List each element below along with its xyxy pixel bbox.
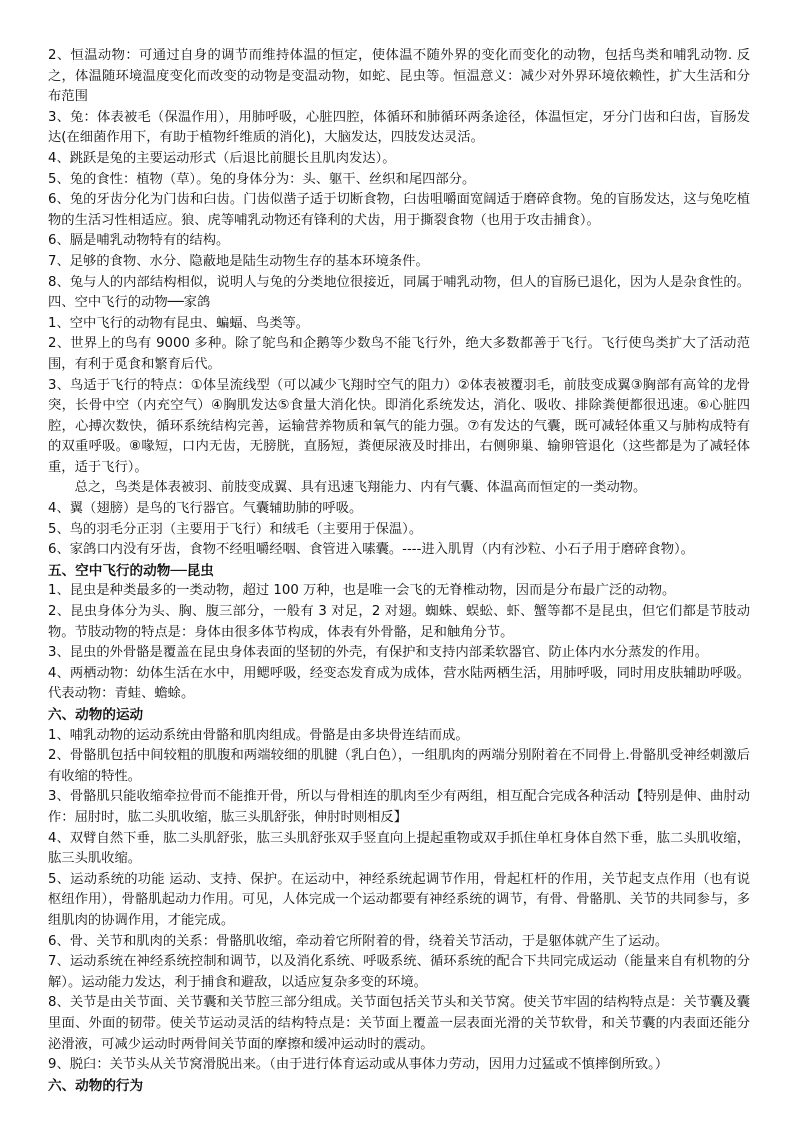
para-3-exoskeleton: 3、昆虫的外骨骼是覆盖在昆虫身体表面的坚韧的外壳，有保护和支持内部柔软器官、防止体内水分蒸发的作用。 [48,645,709,661]
para-2-insect-body: 2、昆虫身体分为头、胸、腹三部分，一般有 3 对足，2 对翅。蜘蛛、蜈蚣、虾、蟹等都不是昆虫，但它们都是节肢动物。节肢动物的特点是：身体由很多体节构成，体表有外骨骼，足和触角分节。 [48,604,750,640]
para-3-bird-flight-features: 3、鸟适于飞行的特点：①体呈流线型（可以减少飞翔时空气的阻力）②体表被覆羽毛，前肢变成翼③胸部有高耸的龙骨突，长骨中空（内充空气）④胸肌发达⑤食量大消化快。即消化系统发达，消化、吸收、排除粪便都很迅速。⑥心脏四腔，心搏次数快，循环系统结构完善，运输营养物质和氧气的能力强。⑦有发达的气囊，既可减轻体重又与肺构成特有的双重呼吸。⑧喙短，口内无齿，无膀胱，直肠短，粪便尿液及时排出，右侧卵巢、输卵管退化（这些都是为了减轻体重，适于飞行）。 [48,377,750,475]
para-5-rabbit-diet: 5、兔的食性：植物（草）。兔的身体分为：头、躯干、丝织和尾四部分。 [48,171,476,187]
para-5-feathers: 5、鸟的羽毛分正羽（主要用于飞行）和绒毛（主要用于保温）。 [48,521,423,537]
para-2-skeletal-muscle: 2、骨骼肌包括中间较粗的肌腹和两端较细的肌腱（乳白色），一组肌肉的两端分别附着在不同骨上.骨骼肌受神经刺激后有收缩的特性。 [48,748,750,784]
para-8-rabbit-human: 8、兔与人的内部结构相似，说明人与兔的分类地位很接近，同属于哺乳动物，但人的盲肠已退化，因为人是杂食性的。四、空中飞行的动物──家鸽 [48,274,750,311]
para-2-warm-blooded: 2、恒温动物：可通过自身的调节而维持体温的恒定，使体温不随外界的变化而变化的动物，包括鸟类和哺乳动物. 反之，体温随环境温度变化而改变的动物是变温动物，如蛇、昆虫等。恒温意义：减少对外界环境依赖性，扩大生活和分布范围 [48,48,750,105]
para-8-joint-structure: 8、关节是由关节面、关节囊和关节腔三部分组成。关节面包括关节头和关节窝。使关节牢固的结构特点是：关节囊及囊里面、外面的韧带。使关节运动灵活的结构特点是：关节面上覆盖一层表面光滑的关节软骨，和关节囊的内表面还能分泌滑液，可减少运动时两骨间关节面的摩擦和缓冲运动时的震动。 [48,995,750,1052]
heading-animal-behavior: 六、动物的行为 [48,1077,144,1094]
heading-insects: 五、空中飞行的动物──昆虫 [48,562,214,579]
para-7-coordination: 7、运动系统在神经系统控制和调节，以及消化系统、呼吸系统、循环系统的配合下共同完成运动（能量来自有机物的分解）。运动能力发达，利于捕食和避敌，以适应复杂多变的环境。 [48,954,750,990]
para-3-muscle-pairs: 3、骨骼肌只能收缩牵拉骨而不能推开骨，所以与骨相连的肌肉至少有两组，相互配合完成各种活动【特别是伸、曲肘动作：屈肘时，肱二头肌收缩，肱三头肌舒张，伸肘时则相反】 [48,789,750,825]
para-6-pigeon-digestion: 6、家鸽口内没有牙齿，食物不经咀嚼经咽、食管进入嗉囊。----进入肌胃（内有沙粒、小石子用于磨碎食物）。 [48,542,694,558]
para-4-amphibians: 4、两栖动物：幼体生活在水中，用鳃呼吸，经变态发育成为成体，营水陆两栖生活，用肺呼吸，同时用皮肤辅助呼吸。代表动物：青蛙、蟾蜍。 [48,665,750,702]
para-1-insect-species: 1、昆虫是种类最多的一类动物，超过 100 万种，也是唯一会飞的无脊椎动物，因而是分布最广泛的动物。 [48,583,676,599]
para-7-environment: 7、足够的食物、水分、隐蔽地是陆生动物生存的基本环境条件。 [48,253,429,269]
para-9-dislocation: 9、脱臼：关节头从关节窝滑脱出来。（由于进行体育运动或从事体力劳动，因用力过猛或不慎摔倒所致。） [48,1057,669,1073]
para-1-motor-system: 1、哺乳动物的运动系统由骨骼和肌肉组成。骨骼是由多块骨连结而成。 [48,727,469,743]
para-4-arm-positions: 4、双臂自然下垂，肱二头肌舒张，肱三头肌舒张双手竖直向上提起重物或双手抓住单杠身体自然下垂，肱二头肌收缩，肱三头肌收缩。 [48,830,750,867]
para-2-bird-species: 2、世界上的鸟有 9000 多种。除了鸵鸟和企鹅等少数鸟不能飞行外，绝大多数都善于飞行。飞行使鸟类扩大了活动范围，有利于觅食和繁育后代。 [48,336,750,372]
para-6-bone-joint-muscle: 6、骨、关节和肌肉的关系：骨骼肌收缩，牵动着它所附着的骨，绕着关节活动，于是躯体就产生了运动。 [48,933,669,949]
para-3-rabbit: 3、兔：体表被毛（保温作用），用肺呼吸，心脏四腔，体循环和肺循环两条途径，体温恒定，牙分门齿和臼齿，盲肠发达(在细菌作用下，有助于植物纤维质的消化)，大脑发达，四肢发达灵活。 [48,109,750,146]
heading-animal-movement: 六、动物的运动 [48,707,144,723]
para-5-motor-function: 5、运动系统的功能 运动、支持、保护。在运动中，神经系统起调节作用，骨起杠杆的作用，关节起支点作用（也有说枢纽作用），骨骼肌起动力作用。可见，人体完成一个运动都要有神经系统的调节，有骨、骨骼肌、关节的共同参与，多组肌肉的协调作用，才能完成。 [48,871,750,928]
para-bird-summary: 总之，鸟类是体表被羽、前肢变成翼、具有迅速飞翔能力、内有气囊、体温高而恒定的一类动物。 [74,480,647,496]
para-4-wings: 4、翼（翅膀）是鸟的飞行器官。气囊辅助肺的呼吸。 [48,501,363,517]
para-4-jumping: 4、跳跃是兔的主要运动形式（后退比前腿长且肌肉发达）。 [48,150,396,166]
para-1-flying-animals: 1、空中飞行的动物有昆虫、蝙蝠、鸟类等。 [48,315,310,331]
para-6-diaphragm: 6、膈是哺乳动物特有的结构。 [48,233,230,249]
para-6-rabbit-teeth: 6、兔的牙齿分化为门齿和臼齿。门齿似凿子适于切断食物，臼齿咀嚼面宽阔适于磨碎食物。兔的盲肠发达，这与兔吃植物的生活习性相适应。狼、虎等哺乳动物还有锋利的犬齿，用于撕裂食物（也用于攻击捕食）。 [48,192,750,228]
